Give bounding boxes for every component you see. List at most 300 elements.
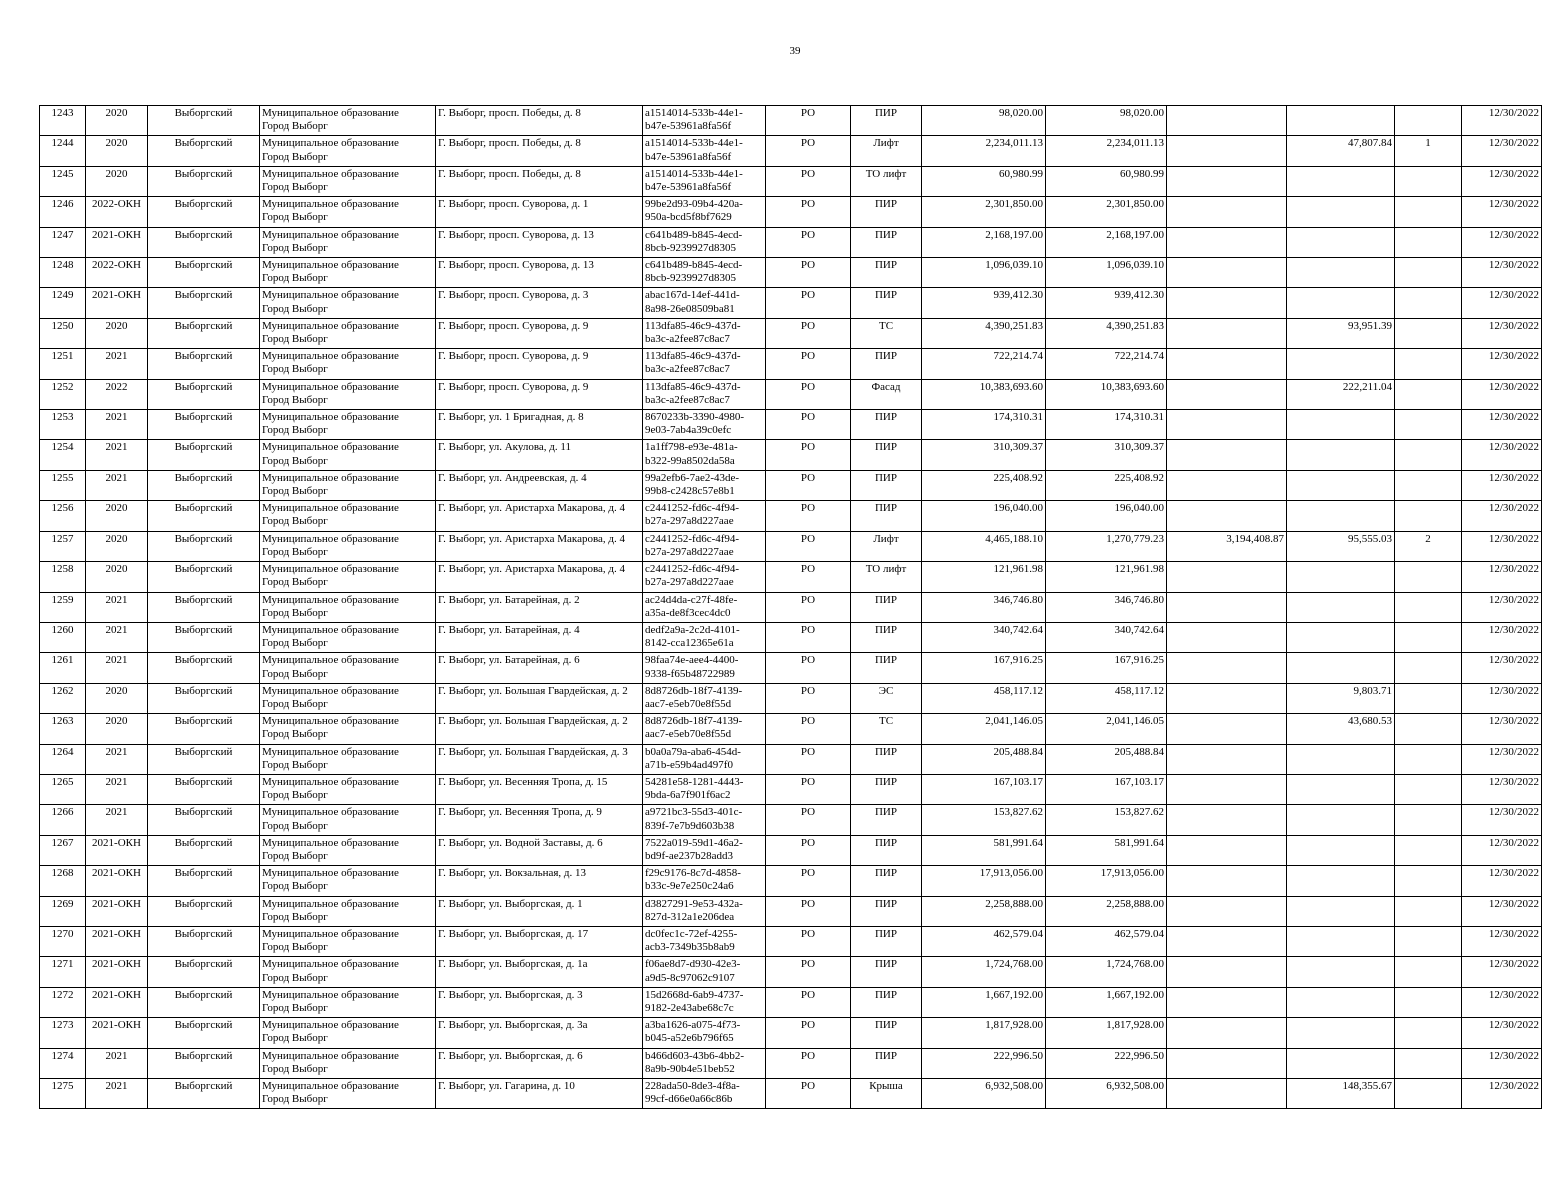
district-cell: Выборгский xyxy=(148,106,260,136)
district-cell: Выборгский xyxy=(148,683,260,713)
district-cell: Выборгский xyxy=(148,774,260,804)
total-cost-cell: 1,817,928.00 xyxy=(922,1018,1046,1048)
municipality-line: Муниципальное образование xyxy=(262,289,399,302)
municipality-line: Муниципальное образование xyxy=(262,411,399,424)
municipality-cell xyxy=(260,683,436,713)
fund-type-cell: РО xyxy=(766,744,851,774)
fund-type-cell: РО xyxy=(766,926,851,956)
municipality-line: Муниципальное образование xyxy=(262,167,399,180)
elevator-count-cell xyxy=(1395,744,1462,774)
address-cell: Г. Выборг, ул. 1 Бригадная, д. 8 xyxy=(436,410,643,440)
house-guid-cell xyxy=(643,926,766,956)
house-guid-line: 8a9b-90b4e51beb52 xyxy=(645,1062,735,1075)
fund-type-cell: РО xyxy=(766,987,851,1017)
table-row xyxy=(40,501,1542,531)
completion-date-cell: 12/30/2022 xyxy=(1462,714,1542,744)
district-cell: Выборгский xyxy=(148,835,260,865)
total-cost-cell: 205,488.84 xyxy=(922,744,1046,774)
municipality-line: Город Выборг xyxy=(262,910,328,923)
address-cell: Г. Выборг, ул. Батарейная, д. 6 xyxy=(436,653,643,683)
municipality-cell xyxy=(260,318,436,348)
control-cost-cell xyxy=(1287,470,1395,500)
control-cost-cell: 93,951.39 xyxy=(1287,318,1395,348)
house-guid-line: 8d8726db-18f7-4139- xyxy=(645,715,743,728)
municipality-cell xyxy=(260,562,436,592)
house-guid-line: b0a0a79a-aba6-454d- xyxy=(645,745,741,758)
completion-date-cell: 12/30/2022 xyxy=(1462,592,1542,622)
control-cost-cell xyxy=(1287,805,1395,835)
house-guid-cell xyxy=(643,896,766,926)
house-guid-line: f29c9176-8c7d-4858- xyxy=(645,867,741,880)
control-cost-cell xyxy=(1287,1018,1395,1048)
address-cell: Г. Выборг, ул. Выборгская, д. 3а xyxy=(436,1018,643,1048)
municipality-line: Муниципальное образование xyxy=(262,623,399,636)
other-sources-cell xyxy=(1167,987,1287,1017)
house-guid-line: ba3c-a2fee87c8ac7 xyxy=(645,333,730,346)
address-cell: Г. Выборг, ул. Акулова, д. 11 xyxy=(436,440,643,470)
municipality-line: Город Выборг xyxy=(262,393,328,406)
municipality-line: Город Выборг xyxy=(262,545,328,558)
fund-type-cell: РО xyxy=(766,106,851,136)
house-guid-line: dedf2a9a-2c2d-4101- xyxy=(645,623,740,636)
district-cell: Выборгский xyxy=(148,227,260,257)
fund-amount-cell: 458,117.12 xyxy=(1046,683,1167,713)
program-year-cell: 2020 xyxy=(86,562,148,592)
other-sources-cell xyxy=(1167,835,1287,865)
elevator-count-cell xyxy=(1395,227,1462,257)
control-cost-cell xyxy=(1287,227,1395,257)
district-cell: Выборгский xyxy=(148,1048,260,1078)
address-cell: Г. Выборг, просп. Победы, д. 8 xyxy=(436,136,643,166)
fund-amount-cell: 17,913,056.00 xyxy=(1046,866,1167,896)
work-type-cell: Фасад xyxy=(851,379,922,409)
total-cost-cell: 4,465,188.10 xyxy=(922,531,1046,561)
house-guid-line: b045-a52e6b796f65 xyxy=(645,1032,734,1045)
elevator-count-cell xyxy=(1395,653,1462,683)
other-sources-cell xyxy=(1167,410,1287,440)
row-number-cell: 1256 xyxy=(40,501,86,531)
address-cell: Г. Выборг, ул. Вокзальная, д. 13 xyxy=(436,866,643,896)
program-year-cell: 2021 xyxy=(86,470,148,500)
municipality-cell xyxy=(260,501,436,531)
control-cost-cell xyxy=(1287,501,1395,531)
other-sources-cell xyxy=(1167,197,1287,227)
table-row xyxy=(40,622,1542,652)
table-row xyxy=(40,227,1542,257)
municipality-line: Город Выборг xyxy=(262,424,328,437)
house-guid-cell xyxy=(643,562,766,592)
elevator-count-cell xyxy=(1395,835,1462,865)
house-guid-line: 8a98-26e08509ba81 xyxy=(645,302,735,315)
municipality-line: Город Выборг xyxy=(262,758,328,771)
work-type-cell: ПИР xyxy=(851,896,922,926)
total-cost-cell: 153,827.62 xyxy=(922,805,1046,835)
house-guid-line: 827d-312a1e206dea xyxy=(645,910,735,923)
other-sources-cell xyxy=(1167,896,1287,926)
elevator-count-cell xyxy=(1395,683,1462,713)
fund-amount-cell: 10,383,693.60 xyxy=(1046,379,1167,409)
row-number-cell: 1275 xyxy=(40,1079,86,1109)
program-year-cell: 2021 xyxy=(86,744,148,774)
elevator-count-cell xyxy=(1395,926,1462,956)
row-number-cell: 1273 xyxy=(40,1018,86,1048)
control-cost-cell xyxy=(1287,1048,1395,1078)
program-year-cell: 2020 xyxy=(86,531,148,561)
row-number-cell: 1255 xyxy=(40,470,86,500)
work-type-cell: ПИР xyxy=(851,258,922,288)
fund-amount-cell: 98,020.00 xyxy=(1046,106,1167,136)
municipality-line: Муниципальное образование xyxy=(262,775,399,788)
elevator-count-cell xyxy=(1395,318,1462,348)
fund-amount-cell: 340,742.64 xyxy=(1046,622,1167,652)
program-year-cell: 2021-ОКН xyxy=(86,926,148,956)
row-number-cell: 1264 xyxy=(40,744,86,774)
other-sources-cell xyxy=(1167,866,1287,896)
municipality-line: Муниципальное образование xyxy=(262,441,399,454)
house-guid-line: d3827291-9e53-432a- xyxy=(645,897,743,910)
completion-date-cell: 12/30/2022 xyxy=(1462,379,1542,409)
municipality-cell xyxy=(260,440,436,470)
control-cost-cell: 222,211.04 xyxy=(1287,379,1395,409)
work-type-cell: ПИР xyxy=(851,501,922,531)
control-cost-cell xyxy=(1287,987,1395,1017)
control-cost-cell xyxy=(1287,957,1395,987)
other-sources-cell xyxy=(1167,318,1287,348)
house-guid-line: 15d2668d-6ab9-4737- xyxy=(645,988,744,1001)
address-cell: Г. Выборг, ул. Большая Гвардейская, д. 2 xyxy=(436,683,643,713)
completion-date-cell: 12/30/2022 xyxy=(1462,805,1542,835)
program-year-cell: 2021-ОКН xyxy=(86,896,148,926)
row-number-cell: 1266 xyxy=(40,805,86,835)
municipality-line: Город Выборг xyxy=(262,150,328,163)
municipality-line: Город Выборг xyxy=(262,454,328,467)
work-type-cell: ПИР xyxy=(851,106,922,136)
control-cost-cell xyxy=(1287,258,1395,288)
house-guid-cell xyxy=(643,258,766,288)
municipality-cell xyxy=(260,1048,436,1078)
other-sources-cell xyxy=(1167,1079,1287,1109)
total-cost-cell: 722,214.74 xyxy=(922,349,1046,379)
table-row xyxy=(40,1048,1542,1078)
completion-date-cell: 12/30/2022 xyxy=(1462,622,1542,652)
fund-type-cell: РО xyxy=(766,622,851,652)
municipality-line: Город Выборг xyxy=(262,606,328,619)
district-cell: Выборгский xyxy=(148,805,260,835)
fund-type-cell: РО xyxy=(766,410,851,440)
municipality-line: Город Выборг xyxy=(262,1062,328,1075)
row-number-cell: 1246 xyxy=(40,197,86,227)
house-guid-cell xyxy=(643,774,766,804)
fund-type-cell: РО xyxy=(766,774,851,804)
house-guid-cell xyxy=(643,957,766,987)
district-cell: Выборгский xyxy=(148,957,260,987)
table-row xyxy=(40,987,1542,1017)
house-guid-cell xyxy=(643,1079,766,1109)
municipality-line: Муниципальное образование xyxy=(262,107,399,119)
municipality-line: Муниципальное образование xyxy=(262,502,399,515)
work-type-cell: Крыша xyxy=(851,1079,922,1109)
elevator-count-cell xyxy=(1395,562,1462,592)
total-cost-cell: 2,041,146.05 xyxy=(922,714,1046,744)
fund-type-cell: РО xyxy=(766,379,851,409)
other-sources-cell xyxy=(1167,258,1287,288)
other-sources-cell xyxy=(1167,227,1287,257)
district-cell: Выборгский xyxy=(148,197,260,227)
other-sources-cell xyxy=(1167,622,1287,652)
row-number-cell: 1250 xyxy=(40,318,86,348)
district-cell: Выборгский xyxy=(148,258,260,288)
municipality-line: Муниципальное образование xyxy=(262,715,399,728)
elevator-count-cell xyxy=(1395,379,1462,409)
work-type-cell: ПИР xyxy=(851,288,922,318)
house-guid-cell xyxy=(643,197,766,227)
work-type-cell: Лифт xyxy=(851,136,922,166)
house-guid-cell xyxy=(643,288,766,318)
work-type-cell: ПИР xyxy=(851,987,922,1017)
total-cost-cell: 6,932,508.00 xyxy=(922,1079,1046,1109)
row-number-cell: 1262 xyxy=(40,683,86,713)
row-number-cell: 1257 xyxy=(40,531,86,561)
fund-type-cell: РО xyxy=(766,866,851,896)
row-number-cell: 1247 xyxy=(40,227,86,257)
municipality-cell xyxy=(260,1079,436,1109)
fund-amount-cell: 462,579.04 xyxy=(1046,926,1167,956)
municipality-line: Город Выборг xyxy=(262,941,328,954)
completion-date-cell: 12/30/2022 xyxy=(1462,957,1542,987)
address-cell: Г. Выборг, просп. Суворова, д. 3 xyxy=(436,288,643,318)
table-row xyxy=(40,653,1542,683)
work-type-cell: ПИР xyxy=(851,1018,922,1048)
row-number-cell: 1259 xyxy=(40,592,86,622)
municipality-line: Муниципальное образование xyxy=(262,593,399,606)
address-cell: Г. Выборг, ул. Гагарина, д. 10 xyxy=(436,1079,643,1109)
other-sources-cell xyxy=(1167,592,1287,622)
other-sources-cell xyxy=(1167,136,1287,166)
fund-type-cell: РО xyxy=(766,653,851,683)
table-row xyxy=(40,106,1542,136)
house-guid-line: 113dfa85-46c9-437d- xyxy=(645,380,741,393)
other-sources-cell xyxy=(1167,714,1287,744)
program-year-cell: 2021-ОКН xyxy=(86,227,148,257)
house-guid-line: aac7-e5eb70e8f55d xyxy=(645,697,732,710)
district-cell: Выборгский xyxy=(148,166,260,196)
house-guid-line: 7522a019-59d1-46a2- xyxy=(645,836,743,849)
house-guid-cell xyxy=(643,622,766,652)
control-cost-cell: 95,555.03 xyxy=(1287,531,1395,561)
house-guid-line: 228ada50-8de3-4f8a- xyxy=(645,1080,740,1092)
table-row xyxy=(40,136,1542,166)
address-cell: Г. Выборг, ул. Выборгская, д. 1 xyxy=(436,896,643,926)
control-cost-cell xyxy=(1287,440,1395,470)
table-row xyxy=(40,562,1542,592)
municipality-line: Город Выборг xyxy=(262,272,328,285)
fund-type-cell: РО xyxy=(766,470,851,500)
house-guid-cell xyxy=(643,1018,766,1048)
municipality-line: Муниципальное образование xyxy=(262,1019,399,1032)
total-cost-cell: 2,301,850.00 xyxy=(922,197,1046,227)
fund-type-cell: РО xyxy=(766,318,851,348)
municipality-line: Город Выборг xyxy=(262,728,328,741)
total-cost-cell: 2,234,011.13 xyxy=(922,136,1046,166)
address-cell: Г. Выборг, ул. Андреевская, д. 4 xyxy=(436,470,643,500)
house-guid-cell xyxy=(643,987,766,1017)
completion-date-cell: 12/30/2022 xyxy=(1462,987,1542,1017)
house-guid-line: 839f-7e7b9d603b38 xyxy=(645,819,735,832)
house-guid-line: 950a-bcd5f8bf7629 xyxy=(645,211,732,224)
house-guid-line: a9d5-8c97062c9107 xyxy=(645,971,735,984)
work-type-cell: ТО лифт xyxy=(851,166,922,196)
total-cost-cell: 340,742.64 xyxy=(922,622,1046,652)
program-year-cell: 2020 xyxy=(86,683,148,713)
table-row xyxy=(40,1018,1542,1048)
control-cost-cell xyxy=(1287,410,1395,440)
address-cell: Г. Выборг, ул. Батарейная, д. 2 xyxy=(436,592,643,622)
work-type-cell: ПИР xyxy=(851,349,922,379)
municipality-line: Город Выборг xyxy=(262,485,328,498)
work-type-cell: ЭС xyxy=(851,683,922,713)
fund-amount-cell: 722,214.74 xyxy=(1046,349,1167,379)
house-guid-line: 1a1ff798-e93e-481a- xyxy=(645,441,738,454)
completion-date-cell: 12/30/2022 xyxy=(1462,1048,1542,1078)
district-cell: Выборгский xyxy=(148,136,260,166)
row-number-cell: 1268 xyxy=(40,866,86,896)
completion-date-cell: 12/30/2022 xyxy=(1462,440,1542,470)
municipality-line: Город Выборг xyxy=(262,971,328,984)
house-guid-line: bd9f-ae237b28add3 xyxy=(645,849,733,862)
work-type-cell: ПИР xyxy=(851,592,922,622)
row-number-cell: 1244 xyxy=(40,136,86,166)
house-guid-line: b27a-297a8d227aae xyxy=(645,515,734,528)
house-guid-cell xyxy=(643,866,766,896)
completion-date-cell: 12/30/2022 xyxy=(1462,1079,1542,1109)
municipality-line: Город Выборг xyxy=(262,1032,328,1045)
control-cost-cell xyxy=(1287,896,1395,926)
completion-date-cell: 12/30/2022 xyxy=(1462,136,1542,166)
house-guid-line: c2441252-fd6c-4f94- xyxy=(645,502,740,515)
table-row xyxy=(40,744,1542,774)
completion-date-cell: 12/30/2022 xyxy=(1462,683,1542,713)
program-year-cell: 2021 xyxy=(86,1048,148,1078)
house-guid-cell xyxy=(643,744,766,774)
program-year-cell: 2020 xyxy=(86,106,148,136)
program-year-cell: 2020 xyxy=(86,714,148,744)
work-type-cell: ПИР xyxy=(851,622,922,652)
work-type-cell: ПИР xyxy=(851,866,922,896)
municipality-cell xyxy=(260,227,436,257)
total-cost-cell: 581,991.64 xyxy=(922,835,1046,865)
elevator-count-cell xyxy=(1395,166,1462,196)
completion-date-cell: 12/30/2022 xyxy=(1462,410,1542,440)
control-cost-cell: 148,355.67 xyxy=(1287,1079,1395,1109)
fund-type-cell: РО xyxy=(766,1048,851,1078)
row-number-cell: 1253 xyxy=(40,410,86,440)
work-type-cell: ПИР xyxy=(851,744,922,774)
other-sources-cell: 3,194,408.87 xyxy=(1167,531,1287,561)
municipality-cell xyxy=(260,622,436,652)
house-guid-cell xyxy=(643,410,766,440)
completion-date-cell: 12/30/2022 xyxy=(1462,106,1542,136)
fund-amount-cell: 205,488.84 xyxy=(1046,744,1167,774)
elevator-count-cell xyxy=(1395,896,1462,926)
address-cell: Г. Выборг, просп. Суворова, д. 13 xyxy=(436,258,643,288)
fund-amount-cell: 167,916.25 xyxy=(1046,653,1167,683)
house-guid-line: b47e-53961a8fa56f xyxy=(645,120,732,133)
elevator-count-cell xyxy=(1395,774,1462,804)
municipality-cell xyxy=(260,379,436,409)
address-cell: Г. Выборг, ул. Аристарха Макарова, д. 4 xyxy=(436,531,643,561)
municipality-line: Город Выборг xyxy=(262,1001,328,1014)
control-cost-cell xyxy=(1287,835,1395,865)
fund-type-cell: РО xyxy=(766,592,851,622)
program-year-cell: 2021 xyxy=(86,774,148,804)
municipality-line: Город Выборг xyxy=(262,333,328,346)
address-cell: Г. Выборг, ул. Большая Гвардейская, д. 2 xyxy=(436,714,643,744)
municipality-cell xyxy=(260,470,436,500)
house-guid-line: dc0fec1c-72ef-4255- xyxy=(645,927,738,940)
house-guid-cell xyxy=(643,136,766,166)
table-row xyxy=(40,926,1542,956)
fund-amount-cell: 174,310.31 xyxy=(1046,410,1167,440)
municipality-line: Город Выборг xyxy=(262,211,328,224)
address-cell: Г. Выборг, просп. Суворова, д. 1 xyxy=(436,197,643,227)
program-year-cell: 2021 xyxy=(86,592,148,622)
municipality-line: Муниципальное образование xyxy=(262,897,399,910)
district-cell: Выборгский xyxy=(148,410,260,440)
house-guid-line: a71b-e59b4ad497f0 xyxy=(645,758,733,771)
total-cost-cell: 4,390,251.83 xyxy=(922,318,1046,348)
municipality-cell xyxy=(260,653,436,683)
elevator-count-cell xyxy=(1395,349,1462,379)
other-sources-cell xyxy=(1167,166,1287,196)
table-row xyxy=(40,197,1542,227)
house-guid-line: a1514014-533b-44e1- xyxy=(645,137,743,150)
municipality-line: Город Выборг xyxy=(262,667,328,680)
municipality-line: Муниципальное образование xyxy=(262,350,399,363)
municipality-cell xyxy=(260,866,436,896)
row-number-cell: 1249 xyxy=(40,288,86,318)
row-number-cell: 1269 xyxy=(40,896,86,926)
house-guid-cell xyxy=(643,805,766,835)
completion-date-cell: 12/30/2022 xyxy=(1462,288,1542,318)
municipality-cell xyxy=(260,410,436,440)
fund-amount-cell: 225,408.92 xyxy=(1046,470,1167,500)
address-cell: Г. Выборг, ул. Выборгская, д. 17 xyxy=(436,926,643,956)
fund-type-cell: РО xyxy=(766,531,851,561)
completion-date-cell: 12/30/2022 xyxy=(1462,227,1542,257)
program-year-cell: 2022-ОКН xyxy=(86,258,148,288)
row-number-cell: 1265 xyxy=(40,774,86,804)
work-type-cell: ПИР xyxy=(851,957,922,987)
total-cost-cell: 167,916.25 xyxy=(922,653,1046,683)
fund-amount-cell: 1,817,928.00 xyxy=(1046,1018,1167,1048)
house-guid-line: b466d603-43b6-4bb2- xyxy=(645,1049,744,1062)
program-year-cell: 2021 xyxy=(86,1079,148,1109)
other-sources-cell xyxy=(1167,562,1287,592)
municipality-line: Муниципальное образование xyxy=(262,137,399,150)
total-cost-cell: 2,168,197.00 xyxy=(922,227,1046,257)
control-cost-cell xyxy=(1287,774,1395,804)
elevator-count-cell xyxy=(1395,106,1462,136)
fund-type-cell: РО xyxy=(766,562,851,592)
district-cell: Выборгский xyxy=(148,1079,260,1109)
district-cell: Выборгский xyxy=(148,714,260,744)
house-guid-line: f06ae8d7-d930-42e3- xyxy=(645,958,741,971)
elevator-count-cell xyxy=(1395,288,1462,318)
other-sources-cell xyxy=(1167,1018,1287,1048)
municipality-cell xyxy=(260,258,436,288)
house-guid-cell xyxy=(643,166,766,196)
municipality-line: Муниципальное образование xyxy=(262,654,399,667)
